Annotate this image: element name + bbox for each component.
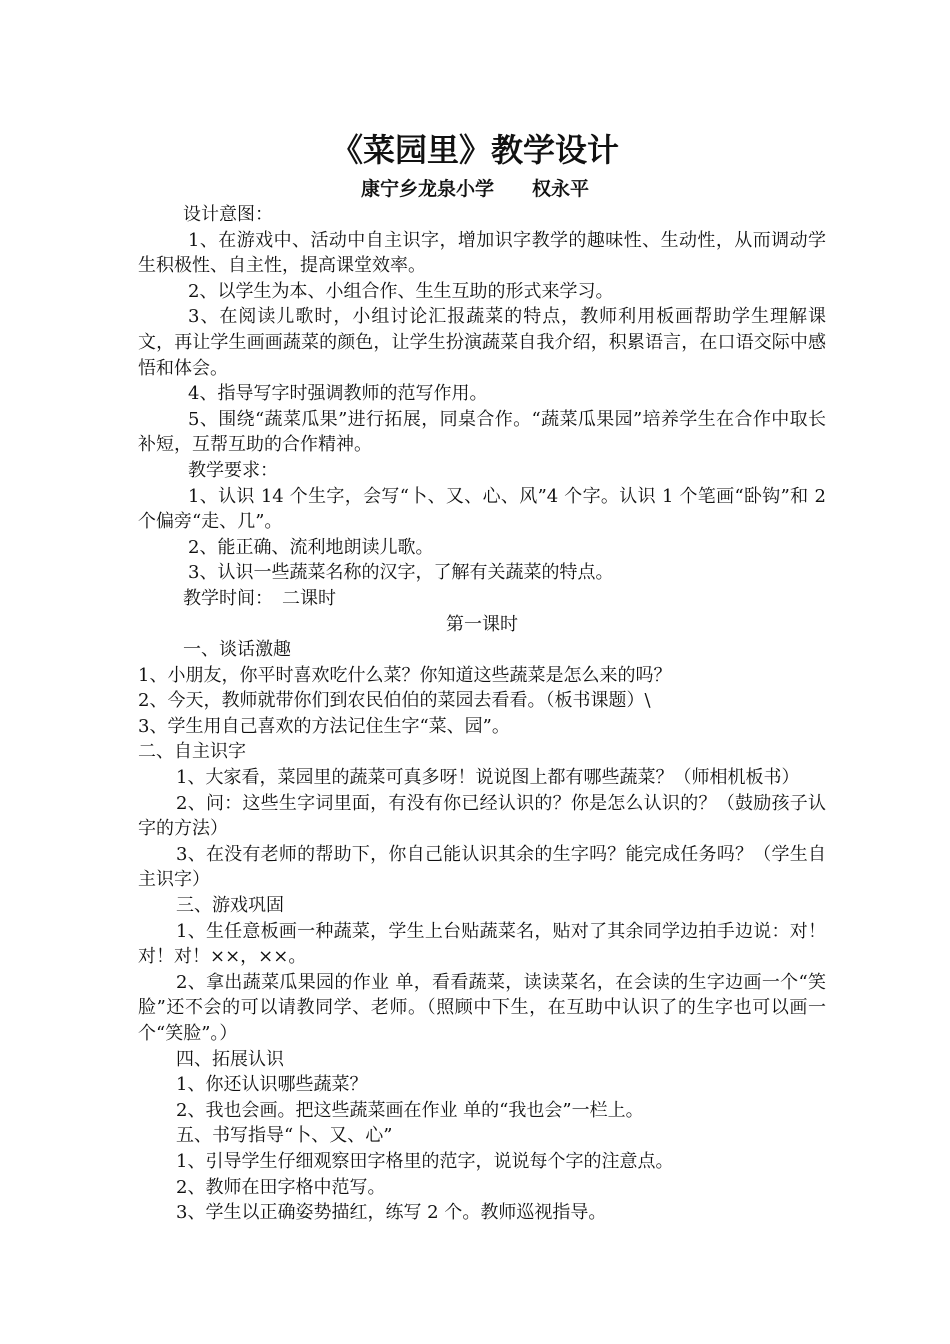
paragraph: 1、生任意板画一种蔬菜，学生上台贴蔬菜名，贴对了其余同学边拍手边说：对！对！对！××，××。 [138, 920, 826, 968]
section-heading-design-intent: 设计意图： [183, 204, 273, 225]
document-title: 《菜园里》教学设计 [330, 131, 619, 169]
paragraph: 3、在没有老师的帮助下，你自己能认识其余的生字吗？能完成任务吗？（学生自主识字） [138, 843, 826, 891]
paragraph: 3、学生以正确姿势描红，练写 2 个。教师巡视指导。 [176, 1202, 607, 1224]
paragraph: 1、在游戏中、活动中自主识字，增加识字教学的趣味性、生动性，从而调动学生积极性、自主性，提高课堂效率。 [138, 229, 826, 277]
paragraph: 1、引导学生仔细观察田字格里的范字，说说每个字的注意点。 [176, 1150, 674, 1172]
paragraph: 2、问：这些生字词里面，有没有你已经认识的？你是怎么认识的？（鼓励孩子认字的方法） [138, 792, 826, 840]
section-heading: 二、自主识字 [138, 741, 246, 763]
section-heading: 四、拓展认识 [176, 1048, 284, 1070]
paragraph: 1、你还认识哪些蔬菜？ [176, 1074, 368, 1096]
section-heading: 三、游戏巩固 [176, 895, 284, 917]
paragraph: 1、认识 14 个生字，会写“卜、又、心、风”4 个字。认识 1 个笔画“卧钩”和 2 个偏旁“走、几”。 [138, 485, 826, 533]
paragraph: 2、拿出蔬菜瓜果园的作业 单，看看蔬菜，读读菜名，在会读的生字边画一个“笑脸”还不会的可以请教同学、老师。（照顾中下生，在互助中认识了的生字也可以画一个“笑脸”。） [138, 971, 826, 1044]
paragraph: 1、大家看，菜园里的蔬菜可真多呀！说说图上都有哪些蔬菜？（师相机板书） [176, 767, 800, 789]
paragraph: 1、小朋友，你平时喜欢吃什么菜？你知道这些蔬菜是怎么来的吗？ [138, 664, 672, 686]
paragraph: 2、能正确、流利地朗读儿歌。 [188, 536, 434, 558]
paragraph: 4、指导写字时强调教师的范写作用。 [188, 383, 488, 405]
paragraph: 2、以学生为本、小组合作、生生互助的形式来学习。 [188, 280, 614, 302]
section-heading: 五、书写指导“卜、又、心” [176, 1125, 393, 1147]
paragraph: 5、围绕“蔬菜瓜果”进行拓展，同桌合作。“蔬菜瓜果园”培养学生在合作中取长补短，互帮互助的合作精神。 [138, 408, 826, 456]
paragraph: 3、认识一些蔬菜名称的汉字，了解有关蔬菜的特点。 [188, 562, 614, 584]
document-subtitle: 康宁乡龙泉小学 权永平 [360, 178, 589, 200]
teaching-time: 教学时间： 二课时 [183, 587, 336, 609]
paragraph: 2、我也会画。把这些蔬菜画在作业 单的“我也会”一栏上。 [176, 1099, 644, 1121]
document-body [138, 202, 826, 1226]
paragraph: 2、今天，教师就带你们到农民伯伯的菜园去看看。（板书课题）\ [138, 690, 651, 712]
paragraph: 3、在阅读儿歌时，小组讨论汇报蔬菜的特点，教师利用板画帮助学生理解课文，再让学生画画蔬菜的颜色，让学生扮演蔬菜自我介绍，积累语言，在口语交际中感悟和体会。 [138, 306, 826, 379]
paragraph: 3、学生用自己喜欢的方法记住生字“菜、园”。 [138, 715, 510, 737]
section-heading: 一、谈话激趣 [183, 639, 291, 661]
paragraph: 2、教师在田字格中范写。 [176, 1176, 386, 1198]
section-heading-teaching-requirements: 教学要求： [188, 459, 278, 481]
lesson-heading: 第一课时 [446, 613, 518, 635]
